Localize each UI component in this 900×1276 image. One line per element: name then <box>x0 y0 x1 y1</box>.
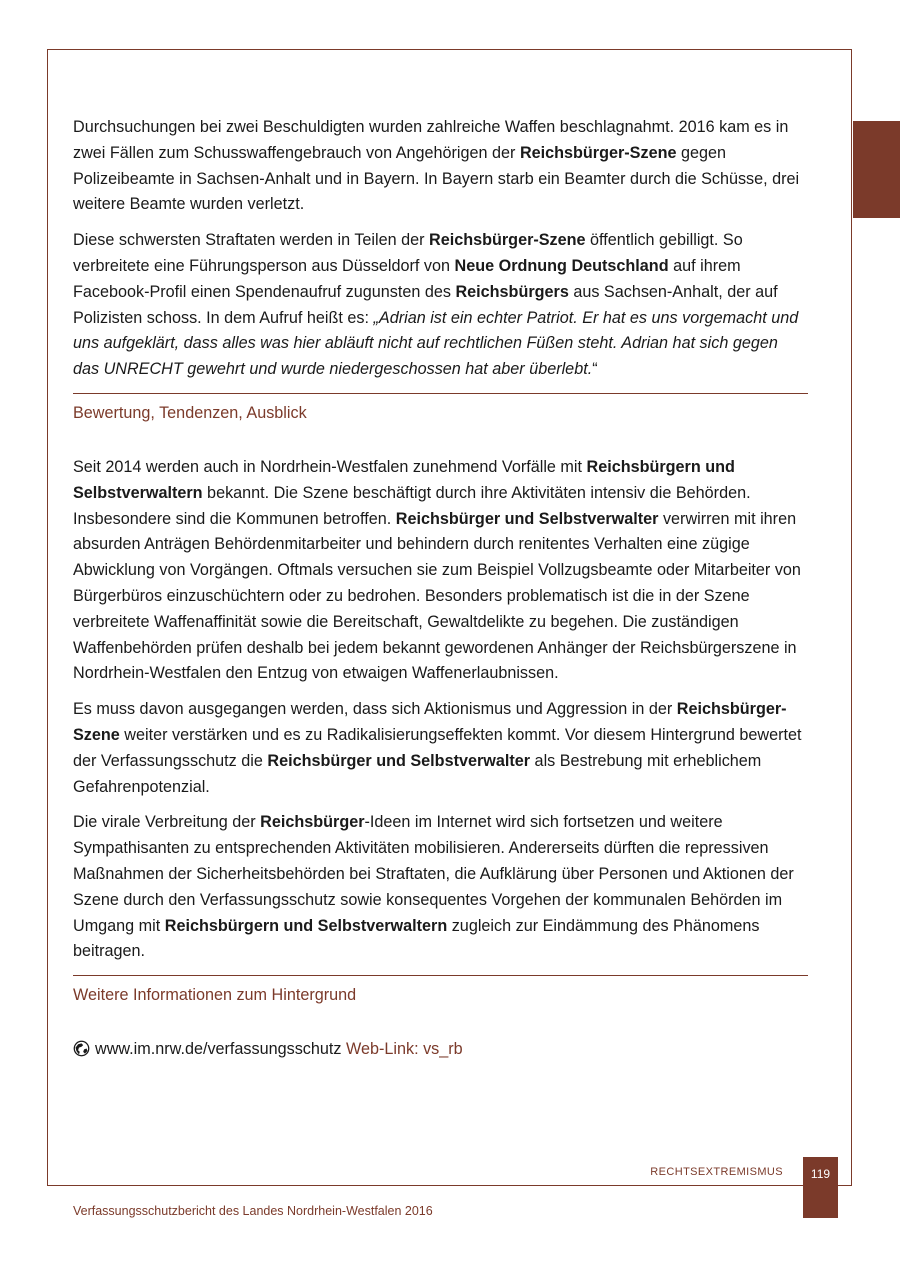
bold-term: Reichsbürger und Selbstverwalter <box>395 509 659 528</box>
bold-term: Reichsbürger-Szene <box>73 700 787 744</box>
bold-term: Reichsbürgern und Selbstverwaltern <box>73 457 735 502</box>
text-run: weiter verstärken und es zu Radikalisierungseffekten kommt. Vor diesem Hintergrund bewertet der Verfassungsschutz die <box>73 725 802 770</box>
bold-term: Reichsbürger und Selbstverwalter <box>267 751 531 770</box>
paragraph-2 <box>73 228 808 383</box>
text-run: zugleich zur Eindämmung des Phänomens beitragen. <box>73 916 760 961</box>
text-run: Seit 2014 werden auch in Nordrhein-Westfalen zunehmend Vorfälle mit <box>73 457 587 476</box>
web-link-row <box>73 1037 808 1063</box>
heading-more-info: Weitere Informationen zum Hintergrund <box>73 975 808 1011</box>
text-run: auf ihrem Facebook-Profil einen Spendenaufruf zugunsten des <box>73 256 741 301</box>
bold-term: Reichsbürgern und Selbstverwaltern <box>164 916 448 935</box>
text-run: verwirren mit ihren absurden Anträgen Behördenmitarbeiter und behindern durch renitentes Verhalten eine zügige Abwicklung von Vorgängen. Oftmals versuchen sie zum Beispiel Vollzugsbeamte oder Mitarbeiter von Bürgerbüros einzuschüchtern oder zu bedrohen. Besonders problematisch ist die in der Szene verbreitete Waffenaffinität sowie die Bereitschaft, Gewaltdelikte zu begehen. Die zuständigen Waffenbehörden prüfen deshalb bei jedem bekannt gewordenen Anhänger der Reichsbürgerszene in Nordrhein-Westfalen den Entzug von etwaigen Waffenerlaubnissen. <box>73 509 801 683</box>
text-run: als Bestrebung mit erheblichem Gefahrenpotenzial. <box>73 751 762 796</box>
bold-term: Reichsbürgers <box>455 282 569 301</box>
heading-assessment: Bewertung, Tendenzen, Ausblick <box>73 393 808 429</box>
page-number: 119 <box>810 1167 831 1181</box>
text-run: gegen Polizeibeamte in Sachsen-Anhalt und in Bayern. In Bayern starb ein Beamter durch die Schüsse, drei weitere Beamte wurden verletzt. <box>73 143 800 214</box>
text-run: bekannt. Die Szene beschäftigt durch ihre Aktivitäten intensiv die Behörden. Insbesondere sind die Kommunen betroffen. <box>73 483 751 528</box>
bold-term: Reichsbürger-Szene <box>519 143 677 162</box>
quote-close: “ <box>592 360 598 379</box>
paragraph-4 <box>73 697 808 800</box>
text-run: aus Sachsen-Anhalt, der auf Polizisten schoss. In dem Aufruf heißt es: <box>73 282 778 327</box>
paragraph-3 <box>73 455 808 687</box>
footer-section-label: RECHTSEXTREMISMUS <box>650 1166 783 1178</box>
text-run: Es muss davon ausgegangen werden, dass sich Aktionismus und Aggression in der <box>73 700 677 719</box>
bold-term: Neue Ordnung Deutschland <box>454 256 669 275</box>
page-number-box <box>803 1157 838 1218</box>
text-run: -Ideen im Internet wird sich fortsetzen und weitere Sympathisanten zu entsprechenden Aktivitäten mobilisieren. Andererseits dürften die repressiven Maßnahmen der Sicherheitsbehörden bei Straftaten, die Aufklärung über Personen und Aktionen der Szene durch den Verfassungsschutz sowie konsequentes Vorgehen der kommunalen Behörden im Umgang mit <box>73 813 794 935</box>
paragraph-1 <box>73 115 808 218</box>
quote-text: „Adrian ist ein echter Patriot. Er hat es uns vorgemacht und uns aufgeklärt, dass alles was hier abläuft nicht auf rechtlichen Füßen steht. Adrian hat sich gegen das UNRECHT gewehrt und wurde niedergeschossen hat aber überlebt. <box>73 308 799 379</box>
text-run: Diese schwersten Straftaten werden in Teilen der <box>73 231 430 250</box>
main-content <box>73 115 808 1063</box>
text-run: öffentlich gebilligt. So verbreitete eine Führungsperson aus Düsseldorf von <box>73 231 743 275</box>
publication-title: Verfassungsschutzbericht des Landes Nordrhein-Westfalen 2016 <box>73 1204 433 1218</box>
bold-term: Reichsbürger <box>260 813 365 832</box>
bold-term: Reichsbürger-Szene <box>429 231 586 250</box>
globe-icon <box>73 1040 90 1057</box>
paragraph-5 <box>73 810 808 965</box>
text-run: Die virale Verbreitung der <box>73 813 261 832</box>
weblink-label[interactable]: Web-Link: vs_rb <box>346 1040 463 1059</box>
text-run: Durchsuchungen bei zwei Beschuldigten wurden zahlreiche Waffen beschlagnahmt. 2016 kam es in zwei Fällen zum Schusswaffengebrauch von Angehörigen der <box>73 118 789 162</box>
link-url[interactable]: www.im.nrw.de/verfassungsschutz <box>95 1040 342 1059</box>
chapter-side-tab <box>853 121 900 218</box>
